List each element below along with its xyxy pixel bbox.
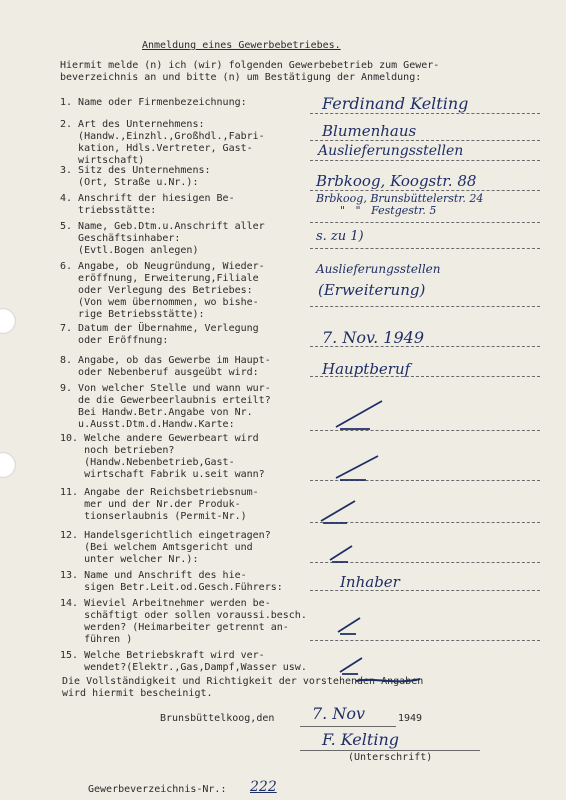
- question-line: mer und der Nr.der Produk-: [60, 499, 241, 510]
- question-line: 4. Anschrift der hiesigen Be-: [60, 193, 235, 204]
- date-handwritten: 7. Nov: [312, 704, 366, 723]
- question-line: 6. Angabe, ob Neugründung, Wieder-: [60, 261, 265, 272]
- question-line: 14. Wieviel Arbeitnehmer werden be-: [60, 598, 271, 609]
- signature-label: (Unterschrift): [348, 752, 433, 763]
- answer-line: [310, 222, 540, 223]
- question-line: wendet?(Elektr.,Gas,Dampf,Wasser usw.: [60, 662, 307, 673]
- strike-mark: [354, 674, 422, 690]
- question-line: de die Gewerbeerlaubnis erteilt?: [60, 395, 271, 406]
- dash-mark: [322, 538, 362, 568]
- answer-line: [310, 248, 540, 249]
- question-line: (Ort, Straße u.Nr.):: [60, 177, 199, 188]
- question-line: 2. Art des Unternehmens:: [60, 119, 205, 130]
- question-line: u.Ausst.Dtm.d.Handw.Karte:: [60, 419, 235, 430]
- dash-mark: [330, 395, 390, 435]
- question-line: 1. Name oder Firmenbezeichnung:: [60, 97, 247, 108]
- question-line: 9. Von welcher Stelle und wann wur-: [60, 383, 271, 394]
- question-line: oder Nebenberuf ausgeübt wird:: [60, 367, 259, 378]
- answer-line: [310, 640, 540, 641]
- question-line: oder Verlegung des Betriebes:: [60, 285, 253, 296]
- closing-line: Die Vollständigkeit und Richtigkeit der vorstehenden Angaben: [62, 676, 424, 687]
- question-line: 11. Angabe der Reichsbetriebsnum-: [60, 487, 259, 498]
- question-line: 15. Welche Betriebskraft wird ver-: [60, 650, 265, 661]
- question-line: 5. Name, Geb.Dtm.u.Anschrift aller: [60, 221, 265, 232]
- answer-line: [310, 140, 540, 141]
- question-line: eröffnung, Erweiterung,Filiale: [60, 273, 259, 284]
- question-line: noch betrieben?: [60, 445, 175, 456]
- punch-hole: [0, 452, 16, 478]
- answer-line: [310, 306, 540, 307]
- question-line: 3. Sitz des Unternehmens:: [60, 165, 211, 176]
- question-line: werden? (Heimarbeiter getrennt an-: [60, 622, 289, 633]
- question-line: 8. Angabe, ob das Gewerbe im Haupt-: [60, 355, 271, 366]
- question-line: (Evtl.Bogen anlegen): [60, 245, 199, 256]
- answer-address-2: " " Festgestr. 5: [340, 204, 437, 217]
- question-line: (Handw.,Einzhl.,Großhdl.,Fabri-: [60, 131, 265, 142]
- closing-line: wird hiermit bescheinigt.: [62, 688, 213, 699]
- punch-hole: [0, 308, 16, 334]
- answer-line: [310, 190, 540, 191]
- answer-founding-1: Auslieferungsstellen: [316, 262, 441, 276]
- question-line: 12. Handelsgerichtlich eingetragen?: [60, 530, 271, 541]
- register-label: Gewerbeverzeichnis-Nr.:: [88, 784, 227, 795]
- question-line: rige Betriebsstätte):: [60, 309, 205, 320]
- question-line: (Bei welchem Amtsgericht und: [60, 542, 253, 553]
- intro-line: Hiermit melde (n) ich (wir) folgenden Gewerbebetrieb zum Gewer-: [60, 60, 440, 71]
- answer-founding-2: (Erweiterung): [318, 281, 426, 299]
- answer-main-job: Hauptberuf: [322, 360, 411, 378]
- dash-mark: [330, 450, 390, 486]
- question-line: 7. Datum der Übernahme, Verlegung: [60, 323, 259, 334]
- question-line: wirtschaft Fabrik u.seit wann?: [60, 469, 265, 480]
- intro-line: beverzeichnis an und bitte (n) um Bestätigung der Anmeldung:: [60, 72, 422, 83]
- question-line: 13. Name und Anschrift des hie-: [60, 570, 247, 581]
- answer-type-1: Blumenhaus: [322, 122, 417, 140]
- question-line: tionserlaubnis (Permit-Nr.): [60, 511, 247, 522]
- register-number: 222: [250, 779, 277, 795]
- question-line: oder Eröffnung:: [60, 335, 169, 346]
- question-line: 10. Welche andere Gewerbeart wird: [60, 433, 259, 444]
- answer-name: Ferdinand Kelting: [322, 94, 469, 113]
- dash-mark: [315, 495, 365, 529]
- answer-seat: Brbkoog, Koogstr. 88: [316, 172, 477, 190]
- question-line: führen ): [60, 634, 133, 645]
- signature: F. Kelting: [322, 730, 399, 749]
- answer-manager: Inhaber: [340, 573, 400, 591]
- answer-line: [310, 113, 540, 114]
- answer-line: [310, 160, 540, 161]
- dash-mark: [330, 610, 370, 640]
- date-line: [300, 726, 396, 727]
- question-line: kation, Hdls.Vertreter, Gast-: [60, 143, 253, 154]
- question-line: (Von wem übernommen, wo bishe-: [60, 297, 259, 308]
- page-title: Anmeldung eines Gewerbebetriebes.: [142, 40, 341, 51]
- answer-owner: s. zu 1): [316, 229, 364, 244]
- year: 1949: [398, 713, 423, 724]
- answer-type-2: Auslieferungsstellen: [318, 143, 464, 159]
- signature-line: [300, 750, 480, 751]
- question-line: (Handw.Nebenbetrieb,Gast-: [60, 457, 235, 468]
- question-line: Bei Handw.Betr.Angabe von Nr.: [60, 407, 253, 418]
- place-date-label: Brunsbüttelkoog,den: [160, 713, 275, 724]
- question-line: Geschäftsinhaber:: [60, 233, 181, 244]
- answer-address-1: Brbkoog, Brunsbüttelerstr. 24: [316, 192, 484, 205]
- answer-date: 7. Nov. 1949: [322, 328, 425, 347]
- question-line: schäftigt oder sollen voraussi.besch.: [60, 610, 307, 621]
- question-line: wirtschaft): [60, 155, 145, 166]
- question-line: unter welcher Nr.):: [60, 554, 199, 565]
- question-line: sigen Betr.Leit.od.Gesch.Führers:: [60, 582, 283, 593]
- question-line: triebsstätte:: [60, 205, 157, 216]
